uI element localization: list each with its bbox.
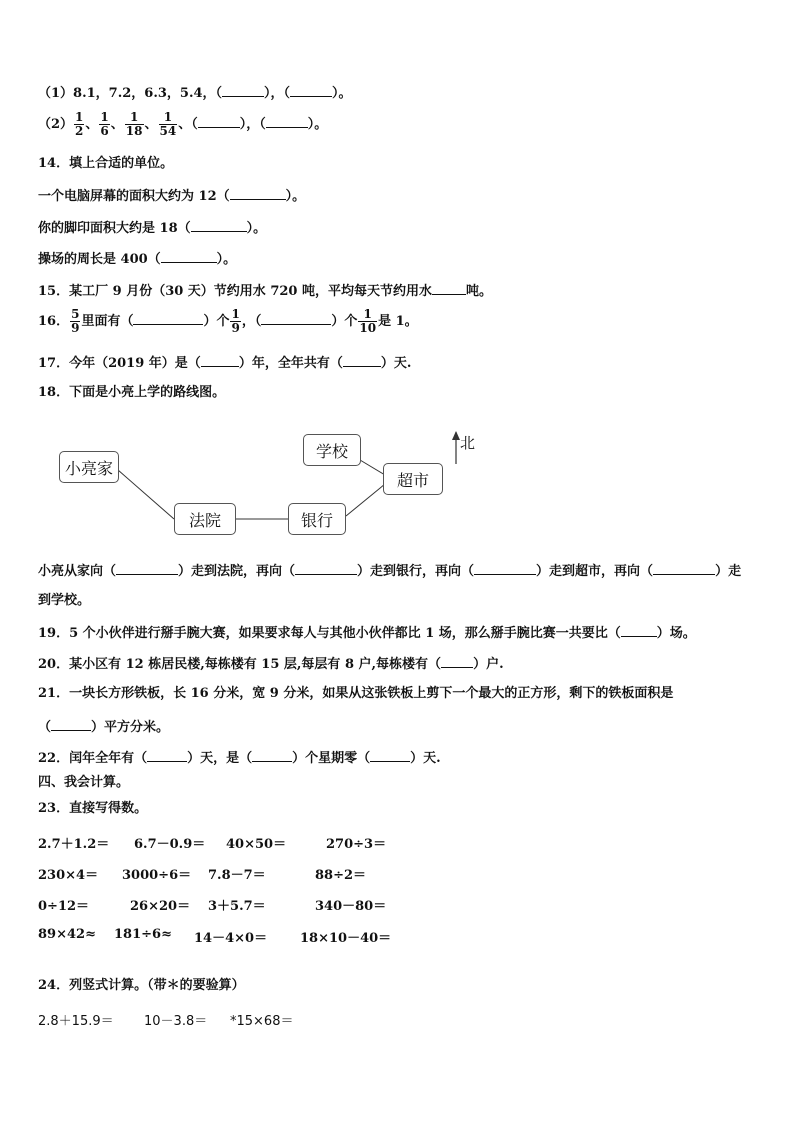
answer-blank[interactable] xyxy=(295,562,357,575)
answer-blank[interactable] xyxy=(621,624,657,637)
calc-item: 3＋5.7＝ xyxy=(208,899,266,914)
map-node-bank: 银行 xyxy=(288,503,346,535)
fraction: $\frac{1}{10}$ xyxy=(359,307,377,335)
vertical-calc-item: 2.8＋15.9＝ xyxy=(38,1014,114,1029)
vertical-calc-item: 10－3.8＝ xyxy=(144,1014,208,1029)
q18-answer-line2: 到学校。 xyxy=(38,593,91,608)
q21-line1: 21．一块长方形铁板，长 16 分米，宽 9 分米，如果从这张铁板上剪下一个最大的正方形，剩下的铁板面积是 xyxy=(38,686,674,701)
q23-title: 23．直接写得数。 xyxy=(38,801,148,816)
answer-blank[interactable] xyxy=(252,749,292,762)
q18-title: 18．下面是小亮上学的路线图。 xyxy=(38,385,226,400)
fraction: $\frac{1}{6}$ xyxy=(100,110,109,138)
map-node-home: 小亮家 xyxy=(59,451,119,483)
answer-blank[interactable] xyxy=(343,354,381,367)
q17: 17．今年（2019 年）是（ ）年，全年共有（ ）天. xyxy=(38,356,412,371)
vertical-calc-item: *15×68＝ xyxy=(230,1014,294,1029)
answer-blank[interactable] xyxy=(161,250,217,263)
fraction: $\frac{1}{2}$ xyxy=(75,110,84,138)
map-node-school: 学校 xyxy=(303,434,361,466)
calc-item: 340－80＝ xyxy=(315,899,387,914)
fraction: $\frac{5}{9}$ xyxy=(71,307,80,335)
answer-blank[interactable] xyxy=(474,562,536,575)
q18-answer-line1: 小亮从家向（ ）走到法院，再向（ ）走到银行，再向（ ）走到超市，再向（ ）走 xyxy=(38,564,742,579)
answer-blank[interactable] xyxy=(198,115,240,128)
answer-blank[interactable] xyxy=(51,718,91,731)
q14-title: 14．填上合适的单位。 xyxy=(38,156,174,171)
q19: 19．5 个小伙伴进行掰手腕大赛，如果要求每人与其他小伙伴都比 1 场，那么掰手腕比赛一共要比（ ）场。 xyxy=(38,626,696,641)
q21-line2: （ ）平方分米。 xyxy=(38,720,170,735)
answer-blank[interactable] xyxy=(147,749,187,762)
answer-blank[interactable] xyxy=(133,312,203,325)
answer-blank[interactable] xyxy=(261,312,331,325)
calc-item: 14－4×0＝ xyxy=(194,931,268,946)
q14-line3: 操场的周长是 400（ ）。 xyxy=(38,252,237,267)
calc-item: 2.7＋1.2＝ xyxy=(38,837,110,852)
q16: 16． $\frac{5}{9}$ 里面有（ ）个 $\frac{1}{9}$ ，（ ）个 $\frac{1}{10}$ 是 1。 xyxy=(38,307,418,335)
q20: 20．某小区有 12 栋居民楼,每栋楼有 15 层,每层有 8 户,每栋楼有（ ）户. xyxy=(38,657,504,672)
answer-blank[interactable] xyxy=(653,562,715,575)
q22: 22．闰年全年有（ ）天，是（ ）个星期零（ ）天. xyxy=(38,751,441,766)
answer-blank[interactable] xyxy=(370,749,410,762)
calc-item: 7.8－7＝ xyxy=(208,868,266,883)
section-heading: 四、我会计算。 xyxy=(38,775,130,790)
calc-item: 270÷3＝ xyxy=(326,837,387,852)
calc-item: 26×20＝ xyxy=(130,899,191,914)
answer-blank[interactable] xyxy=(290,84,332,97)
fraction: $\frac{1}{18}$ xyxy=(125,110,143,138)
calc-item: 230×4＝ xyxy=(38,868,99,883)
q13-part1: （1）8.1，7.2，6.3，5.4，（ ），（ ）。 xyxy=(38,86,352,101)
answer-blank[interactable] xyxy=(116,562,178,575)
calc-item: 89×42≈ xyxy=(38,927,96,942)
q24-title: 24．列竖式计算。（带＊的要验算） xyxy=(38,978,245,993)
fraction: $\frac{1}{54}$ xyxy=(159,110,177,138)
map-node-court: 法院 xyxy=(174,503,236,535)
fraction: $\frac{1}{9}$ xyxy=(231,307,240,335)
north-label: 北 xyxy=(460,434,476,452)
calc-item: 3000÷6＝ xyxy=(122,868,192,883)
q15: 15．某工厂 9 月份（30 天）节约用水 720 吨，平均每天节约用水 吨。 xyxy=(38,284,493,299)
answer-blank[interactable] xyxy=(222,84,264,97)
route-line xyxy=(360,460,385,475)
calc-item: 6.7－0.9＝ xyxy=(134,837,206,852)
map-node-market: 超市 xyxy=(383,463,443,495)
route-line xyxy=(118,470,174,519)
route-line xyxy=(346,484,385,516)
answer-blank[interactable] xyxy=(432,282,466,295)
calc-item: 18×10－40＝ xyxy=(300,931,392,946)
q14-line1: 一个电脑屏幕的面积大约为 12（ ）。 xyxy=(38,189,306,204)
answer-blank[interactable] xyxy=(191,219,247,232)
q14-line2: 你的脚印面积大约是 18（ ）。 xyxy=(38,221,267,236)
answer-blank[interactable] xyxy=(266,115,308,128)
calc-item: 181÷6≈ xyxy=(114,927,172,942)
answer-blank[interactable] xyxy=(441,655,473,668)
answer-blank[interactable] xyxy=(201,354,239,367)
calc-item: 40×50＝ xyxy=(226,837,287,852)
calc-item: 88÷2＝ xyxy=(315,868,367,883)
calc-item: 0÷12＝ xyxy=(38,899,90,914)
q13-part2: （2） $\frac{1}{2}$ 、 $\frac{1}{6}$ 、 $\frac{1}{18}$ 、 $\frac{1}{54}$ 、（ ），（ ）。 xyxy=(38,110,328,138)
answer-blank[interactable] xyxy=(230,187,286,200)
